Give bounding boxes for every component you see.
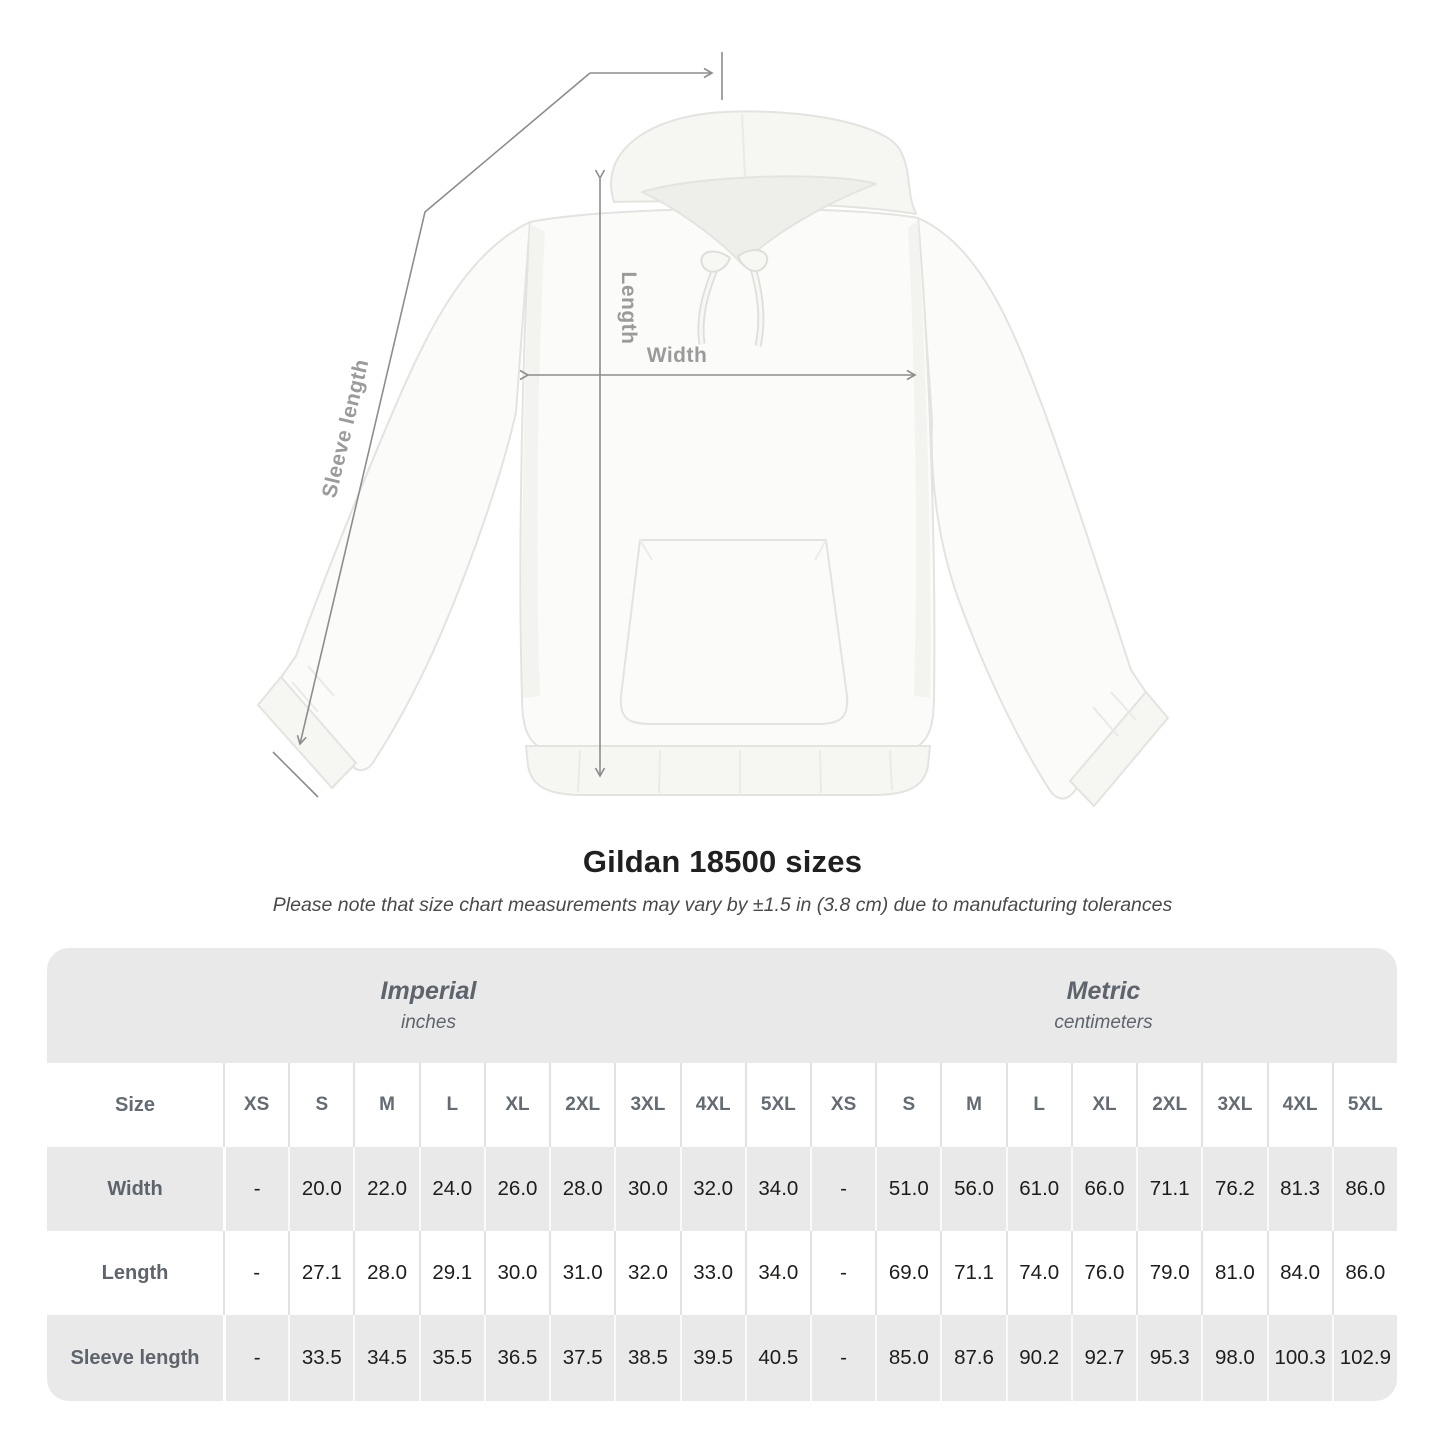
- size-table: [47, 948, 1397, 1401]
- size-header: 3XL: [1201, 1063, 1266, 1147]
- page-title: Gildan 18500 sizes: [582, 844, 863, 879]
- table-row-sleeve-length: [47, 1315, 1397, 1401]
- size-table-container: [47, 948, 1397, 1401]
- value-cell: 71.1: [940, 1231, 1005, 1315]
- size-header: 2XL: [549, 1063, 614, 1147]
- row-label: Sleeve length: [47, 1315, 223, 1401]
- value-cell: 28.0: [353, 1231, 418, 1315]
- unit-group-row: [47, 948, 1397, 1063]
- size-header: S: [875, 1063, 940, 1147]
- value-cell: 66.0: [1071, 1147, 1136, 1231]
- value-cell: 90.2: [1006, 1315, 1071, 1401]
- value-cell: 102.9: [1332, 1315, 1397, 1401]
- value-cell: 39.5: [680, 1315, 745, 1401]
- size-header: S: [288, 1063, 353, 1147]
- size-header: 5XL: [745, 1063, 810, 1147]
- value-cell: 87.6: [940, 1315, 1005, 1401]
- value-cell: 31.0: [549, 1231, 614, 1315]
- size-header: L: [419, 1063, 484, 1147]
- value-cell: 85.0: [875, 1315, 940, 1401]
- metric-group-header: [810, 948, 1397, 1063]
- value-cell: 34.0: [745, 1147, 810, 1231]
- metric-sublabel: centimeters: [1054, 1012, 1153, 1033]
- size-header: 5XL: [1332, 1063, 1397, 1147]
- size-header: M: [940, 1063, 1005, 1147]
- value-cell: 81.0: [1201, 1231, 1266, 1315]
- value-cell: 35.5: [419, 1315, 484, 1401]
- value-cell: -: [223, 1231, 288, 1315]
- value-cell: 27.1: [288, 1231, 353, 1315]
- value-cell: 30.0: [484, 1231, 549, 1315]
- imperial-group-header: [47, 948, 810, 1063]
- value-cell: -: [810, 1231, 875, 1315]
- metric-label: Metric: [1066, 977, 1141, 1005]
- size-header: 4XL: [1267, 1063, 1332, 1147]
- size-column-header: Size: [47, 1063, 223, 1147]
- size-header: XL: [484, 1063, 549, 1147]
- value-cell: -: [223, 1147, 288, 1231]
- value-cell: 79.0: [1136, 1231, 1201, 1315]
- size-header: XL: [1071, 1063, 1136, 1147]
- size-header: M: [353, 1063, 418, 1147]
- value-cell: 28.0: [549, 1147, 614, 1231]
- value-cell: 86.0: [1332, 1147, 1397, 1231]
- value-cell: 40.5: [745, 1315, 810, 1401]
- value-cell: -: [810, 1315, 875, 1401]
- value-cell: -: [223, 1315, 288, 1401]
- value-cell: -: [810, 1147, 875, 1231]
- value-cell: 92.7: [1071, 1315, 1136, 1401]
- value-cell: 86.0: [1332, 1231, 1397, 1315]
- value-cell: 37.5: [549, 1315, 614, 1401]
- value-cell: 81.3: [1267, 1147, 1332, 1231]
- size-header: 2XL: [1136, 1063, 1201, 1147]
- value-cell: 30.0: [614, 1147, 679, 1231]
- table-row-length: [47, 1231, 1397, 1315]
- value-cell: 100.3: [1267, 1315, 1332, 1401]
- length-label: Length: [617, 271, 640, 345]
- imperial-sublabel: inches: [401, 1012, 456, 1033]
- value-cell: 61.0: [1006, 1147, 1071, 1231]
- value-cell: 74.0: [1006, 1231, 1071, 1315]
- value-cell: 71.1: [1136, 1147, 1201, 1231]
- value-cell: 34.0: [745, 1231, 810, 1315]
- value-cell: 56.0: [940, 1147, 1005, 1231]
- size-header-row: [47, 1063, 1397, 1147]
- value-cell: 33.0: [680, 1231, 745, 1315]
- size-header: L: [1006, 1063, 1071, 1147]
- value-cell: 29.1: [419, 1231, 484, 1315]
- size-header: 3XL: [614, 1063, 679, 1147]
- value-cell: 32.0: [680, 1147, 745, 1231]
- value-cell: 84.0: [1267, 1231, 1332, 1315]
- imperial-label: Imperial: [380, 977, 477, 1005]
- tolerance-note: Please note that size chart measurements may vary by ±1.5 in (3.8 cm) due to manufacturing tolerances: [272, 894, 1173, 916]
- value-cell: 98.0: [1201, 1315, 1266, 1401]
- value-cell: 32.0: [614, 1231, 679, 1315]
- value-cell: 76.0: [1071, 1231, 1136, 1315]
- value-cell: 69.0: [875, 1231, 940, 1315]
- value-cell: 33.5: [288, 1315, 353, 1401]
- value-cell: 51.0: [875, 1147, 940, 1231]
- width-label: Width: [646, 344, 708, 367]
- table-row-width: [47, 1147, 1397, 1231]
- value-cell: 76.2: [1201, 1147, 1266, 1231]
- size-header: 4XL: [680, 1063, 745, 1147]
- value-cell: 22.0: [353, 1147, 418, 1231]
- size-header: XS: [223, 1063, 288, 1147]
- value-cell: 34.5: [353, 1315, 418, 1401]
- value-cell: 26.0: [484, 1147, 549, 1231]
- value-cell: 24.0: [419, 1147, 484, 1231]
- row-label: Width: [47, 1147, 223, 1231]
- value-cell: 95.3: [1136, 1315, 1201, 1401]
- value-cell: 38.5: [614, 1315, 679, 1401]
- sleeve-length-label: Sleeve length: [317, 356, 374, 501]
- value-cell: 36.5: [484, 1315, 549, 1401]
- size-header: XS: [810, 1063, 875, 1147]
- value-cell: 20.0: [288, 1147, 353, 1231]
- row-label: Length: [47, 1231, 223, 1315]
- hoodie-illustration: [258, 111, 1168, 806]
